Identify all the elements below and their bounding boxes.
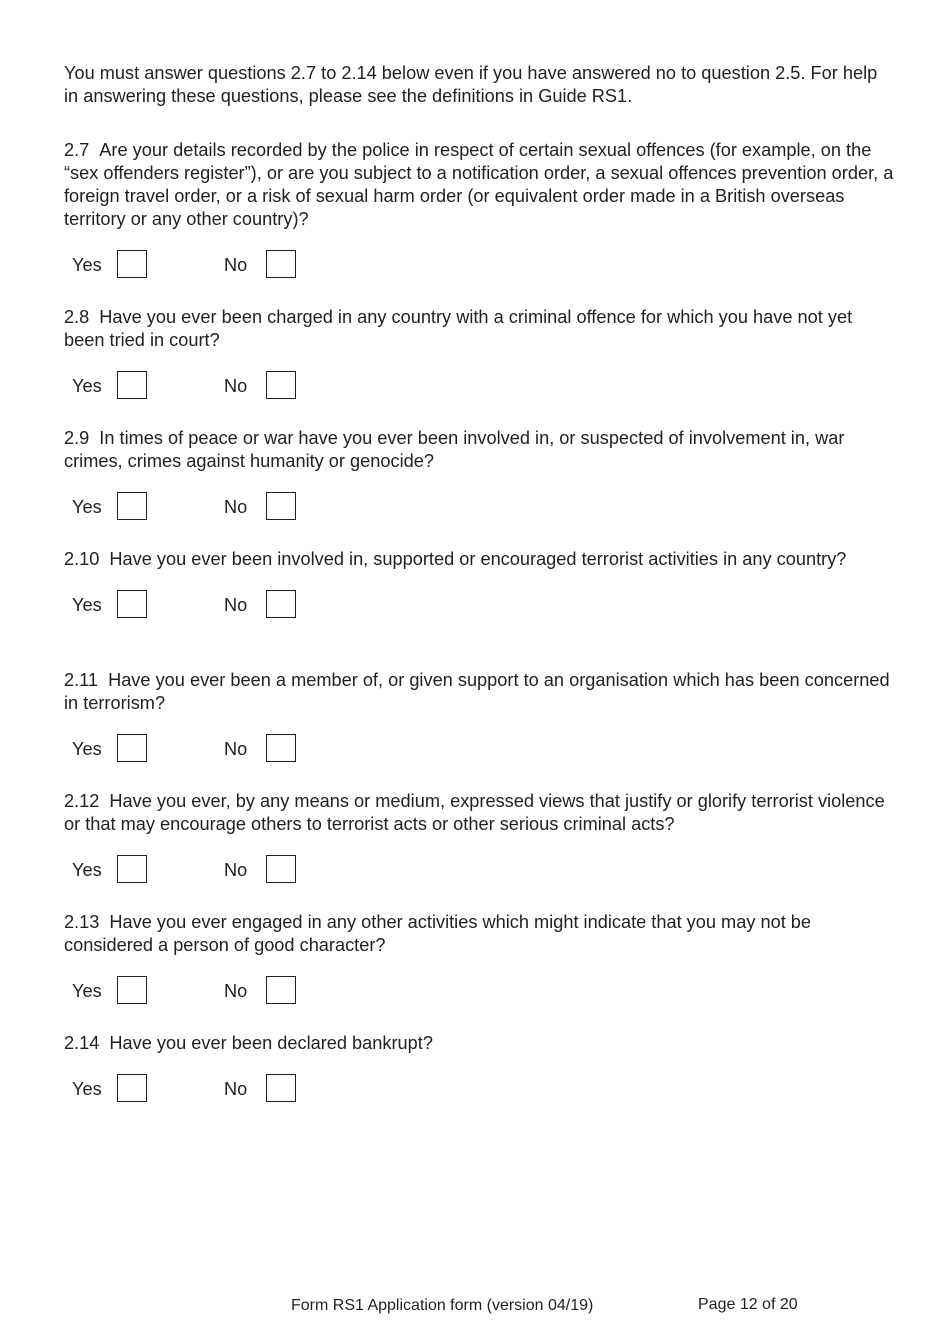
no-label: No	[224, 255, 248, 275]
question-text	[64, 548, 894, 571]
question-2-12	[64, 790, 894, 886]
yes-checkbox-2-7[interactable]	[117, 250, 147, 278]
yes-label: Yes	[72, 1079, 102, 1099]
question-body: Have you ever engaged in any other activities which might indicate that you may not be considered a person of good character?	[64, 912, 812, 955]
question-text	[64, 427, 894, 473]
question-number: 2.11	[64, 670, 99, 690]
no-checkbox-2-10[interactable]	[266, 590, 296, 618]
question-body: Have you ever been involved in, supported or encouraged terrorist activities in any country?	[109, 549, 847, 569]
no-label: No	[224, 1079, 248, 1099]
no-label: No	[224, 860, 248, 880]
yes-label: Yes	[72, 497, 102, 517]
no-checkbox-2-9[interactable]	[266, 492, 296, 520]
no-checkbox-2-14[interactable]	[266, 1074, 296, 1102]
no-checkbox-2-12[interactable]	[266, 855, 296, 883]
answer-row	[64, 589, 894, 621]
question-2-14	[64, 1032, 894, 1105]
yes-checkbox-2-11[interactable]	[117, 734, 147, 762]
yes-label: Yes	[72, 595, 102, 615]
answer-row	[64, 854, 894, 886]
question-number: 2.7	[64, 140, 90, 160]
no-checkbox-2-8[interactable]	[266, 371, 296, 399]
question-2-13	[64, 911, 894, 1007]
no-checkbox-2-7[interactable]	[266, 250, 296, 278]
no-checkbox-2-13[interactable]	[266, 976, 296, 1004]
question-2-11	[64, 669, 894, 765]
question-body: Have you ever, by any means or medium, expressed views that justify or glorify terrorist violence or that may encourage others to terrorist acts or other serious criminal acts?	[64, 791, 885, 834]
question-number: 2.9	[64, 428, 90, 448]
no-label: No	[224, 497, 248, 517]
question-2-10	[64, 548, 894, 621]
yes-label: Yes	[72, 981, 102, 1001]
no-checkbox-2-11[interactable]	[266, 734, 296, 762]
answer-row	[64, 370, 894, 402]
yes-checkbox-2-10[interactable]	[117, 590, 147, 618]
question-text	[64, 790, 894, 836]
no-label: No	[224, 595, 248, 615]
question-body: In times of peace or war have you ever been involved in, or suspected of involvement in, war crimes, crimes against humanity or genocide?	[64, 428, 845, 471]
question-text	[64, 911, 894, 957]
yes-checkbox-2-8[interactable]	[117, 371, 147, 399]
answer-row	[64, 249, 894, 281]
question-number: 2.12	[64, 791, 100, 811]
question-number: 2.8	[64, 307, 90, 327]
yes-label: Yes	[72, 860, 102, 880]
yes-label: Yes	[72, 376, 102, 396]
no-label: No	[224, 376, 248, 396]
footer-page-number: Page 12 of 20	[698, 1296, 798, 1313]
question-body: Have you ever been a member of, or given support to an organisation which has been concerned in terrorism?	[64, 670, 890, 713]
footer-form-name: Form RS1 Application form (version 04/19)	[291, 1297, 594, 1314]
yes-checkbox-2-14[interactable]	[117, 1074, 147, 1102]
question-body: Are your details recorded by the police in respect of certain sexual offences (for example, on the “sex offenders register”), or are you subject to a notification order, a sexual offences prevention order, a foreign travel order, or a risk of sexual harm order (or equivalent order made in a British overseas territory or any other country)?	[64, 140, 894, 229]
question-body: Have you ever been charged in any country with a criminal offence for which you have not yet been tried in court?	[64, 307, 853, 350]
yes-checkbox-2-13[interactable]	[117, 976, 147, 1004]
question-text	[64, 1032, 894, 1055]
yes-label: Yes	[72, 739, 102, 759]
answer-row	[64, 491, 894, 523]
no-label: No	[224, 981, 248, 1001]
question-2-9	[64, 427, 894, 523]
answer-row	[64, 975, 894, 1007]
no-label: No	[224, 739, 248, 759]
question-number: 2.14	[64, 1033, 100, 1053]
question-text	[64, 139, 894, 231]
question-text	[64, 669, 894, 715]
question-number: 2.13	[64, 912, 100, 932]
question-2-7	[64, 139, 894, 281]
answer-row	[64, 1073, 894, 1105]
yes-checkbox-2-12[interactable]	[117, 855, 147, 883]
question-2-8	[64, 306, 894, 402]
yes-checkbox-2-9[interactable]	[117, 492, 147, 520]
question-body: Have you ever been declared bankrupt?	[109, 1033, 433, 1053]
question-number: 2.10	[64, 549, 100, 569]
yes-label: Yes	[72, 255, 102, 275]
answer-row	[64, 733, 894, 765]
intro-text: You must answer questions 2.7 to 2.14 below even if you have answered no to question 2.5. For help in answering these questions, please see the definitions in Guide RS1.	[64, 63, 878, 106]
question-text	[64, 306, 894, 352]
